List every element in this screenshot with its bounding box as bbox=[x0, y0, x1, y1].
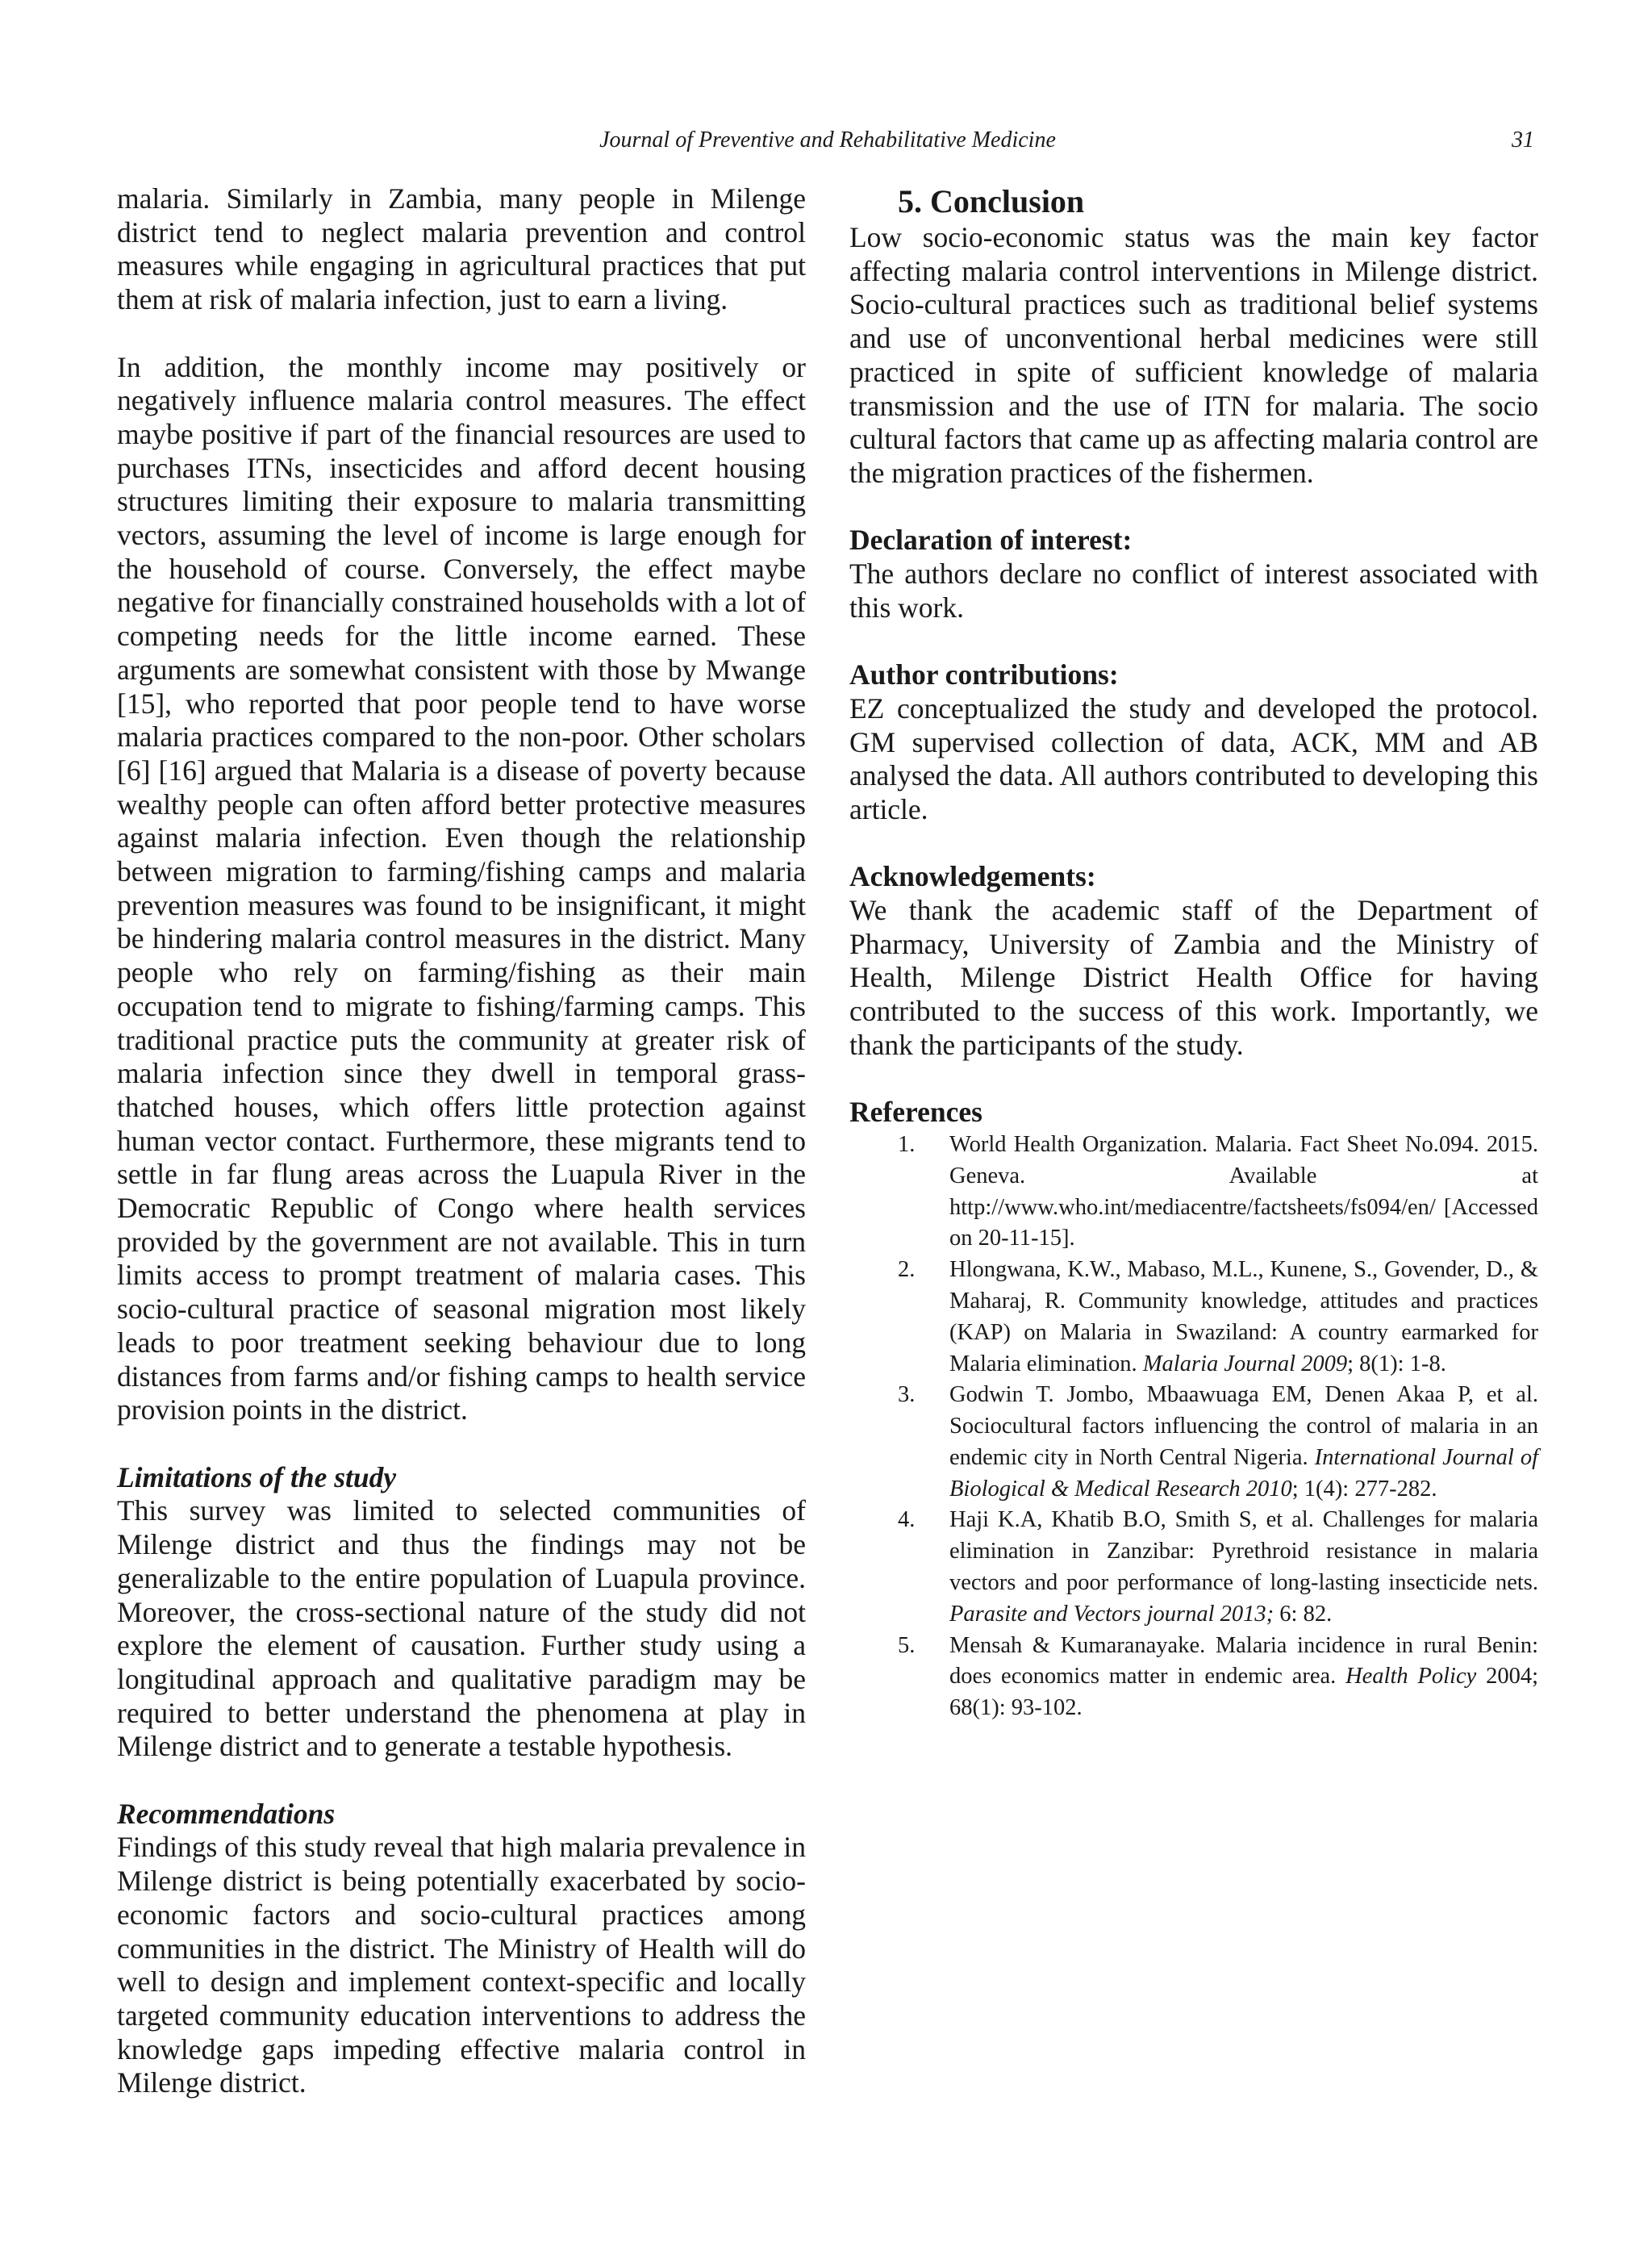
reference-text: Haji K.A, Khatib B.O, Smith S, et al. Challenges for malaria elimination in Zanzibar: Pyrethroid resistance in malaria vectors and poor performance of long-lasting insecticide nets. bbox=[949, 1507, 1538, 1596]
running-header bbox=[121, 127, 1534, 160]
reference-item bbox=[849, 1505, 1538, 1630]
reference-journal: Parasite and Vectors journal 2013; bbox=[949, 1601, 1274, 1627]
recommendations-text: Findings of this study reveal that high malaria prevalence in Milenge district is being potentially exacerbated by socio-economic factors and socio-cultural practices among communities in the district. The Ministry of Health will do well to design and implement context-specific and locally targeted community education interventions to address the knowledge gaps impeding effective malaria control in Milenge district. bbox=[117, 1831, 806, 2099]
reference-text: Hlongwana, K.W., Mabaso, M.L., Kunene, S., Govender, D., & Maharaj, R. Community knowledge, attitudes and practices (KAP) on Malaria in Swaziland: A country earmarked for Malaria elimination. bbox=[949, 1257, 1538, 1376]
continuation-paragraph: malaria. Similarly in Zambia, many people in Milenge district tend to neglect malaria prevention and control measures while engaging in agricultural practices that put them at risk of malaria infection, just to earn a living. bbox=[117, 182, 806, 316]
reference-number: 3. bbox=[898, 1382, 916, 1408]
conclusion-heading: 5. Conclusion bbox=[898, 183, 1085, 219]
declaration-heading: Declaration of interest: bbox=[849, 524, 1133, 557]
left-column bbox=[117, 182, 806, 2100]
reference-citation-tail: ; 8(1): 1-8. bbox=[1347, 1351, 1446, 1376]
reference-item bbox=[849, 1631, 1538, 1724]
reference-journal: Health Policy bbox=[1345, 1664, 1477, 1690]
contributions-heading: Author contributions: bbox=[849, 658, 1119, 691]
acknowledgements-text: We thank the academic staff of the Department of Pharmacy, University of Zambia and the Ministry of Health, Milenge District Health Office for having contributed to the success of this work. Importantly, we thank the participants of the study. bbox=[849, 894, 1538, 1061]
reference-journal: International Journal of Biological & Medical Research 2010 bbox=[949, 1444, 1538, 1502]
income-discussion-paragraph: In addition, the monthly income may positively or negatively influence malaria control measures. The effect maybe positive if part of the financial resources are used to purchases ITNs, insecticides and afford decent housing structures limiting their exposure to malaria transmitting vectors, assuming the level of income is large enough for the household of course. Conversely, the effect maybe negative for financially constrained households with a lot of competing needs for the little income earned. These arguments are somewhat consistent with those by Mwange [15], who reported that poor people tend to have worse malaria practices compared to the non-poor. Other scholars [6] [16] argued that Malaria is a disease of poverty because wealthy people can often afford better protective measures against malaria infection. Even though the relationship between migration to farming/fishing camps and malaria prevention measures was found to be insignificant, it might be hindering malaria control measures in the district. Many people who rely on farming/fishing as their main occupation tend to migrate to fishing/farming camps. This traditional practice puts the community at greater risk of malaria infection since they dwell in temporal grass-thatched houses, which offers little protection against human vector contact. Furthermore, these migrants tend to settle in far flung areas across the Luapula River in the Democratic Republic of Congo where health services provided by the government are not available. This in turn limits access to prompt treatment of malaria cases. This socio-cultural practice of seasonal migration most likely leads to poor treatment seeking behaviour due to long distances from farms and/or fishing camps to health service provision points in the district. bbox=[117, 350, 806, 1426]
page-number: 31 bbox=[1512, 127, 1534, 152]
acknowledgements-heading: Acknowledgements: bbox=[849, 860, 1096, 893]
declaration-text: The authors declare no conflict of interest associated with this work. bbox=[849, 558, 1538, 624]
reference-text: World Health Organization. Malaria. Fact Sheet No.094. 2015. Geneva. Available at http://www.who.int/mediacentre/factsheets/fs094/en/ [Accessed on 20-11-15]. bbox=[949, 1131, 1538, 1251]
reference-item bbox=[849, 1130, 1538, 1255]
conclusion-text: Low socio-economic status was the main key factor affecting malaria control interventions in Milenge district. Socio-cultural practices such as traditional belief systems and use of unconventional herbal medicines were still practiced in spite of sufficient knowledge of malaria transmission and the use of ITN for malaria. The socio cultural factors that came up as affecting malaria control are the migration practices of the fishermen. bbox=[849, 221, 1538, 489]
reference-citation-tail: 2004; 68(1): 93-102. bbox=[949, 1664, 1538, 1721]
references-list bbox=[849, 1130, 1538, 1724]
reference-number: 5. bbox=[898, 1632, 916, 1658]
right-column bbox=[849, 182, 1538, 1724]
reference-journal: Malaria Journal 2009 bbox=[1142, 1351, 1348, 1376]
reference-item bbox=[849, 1380, 1538, 1505]
contributions-text: EZ conceptualized the study and developed the protocol. GM supervised collection of data, ACK, MM and AB analysed the data. All authors contributed to developing this article. bbox=[849, 691, 1538, 825]
reference-citation-tail: 6: 82. bbox=[1274, 1601, 1333, 1627]
reference-number: 4. bbox=[898, 1507, 916, 1533]
reference-number: 1. bbox=[898, 1131, 916, 1157]
reference-citation-tail: ; 1(4): 277-282. bbox=[1291, 1476, 1437, 1502]
reference-text: Mensah & Kumaranayake. Malaria incidence in rural Benin: does economics matter in endemic area. bbox=[949, 1632, 1538, 1690]
reference-text: Godwin T. Jombo, Mbaawuaga EM, Denen Akaa P, et al. Sociocultural factors influencing the control of malaria in an endemic city in North Central Nigeria. bbox=[949, 1382, 1538, 1470]
recommendations-heading: Recommendations bbox=[117, 1797, 336, 1830]
reference-number: 2. bbox=[898, 1257, 916, 1283]
reference-item bbox=[849, 1255, 1538, 1380]
limitations-heading: Limitations of the study bbox=[117, 1460, 397, 1493]
journal-title: Journal of Preventive and Rehabilitative Medicine bbox=[599, 127, 1056, 152]
limitations-text: This survey was limited to selected communities of Milenge district and thus the findings may not be generalizable to the entire population of Luapula province. Moreover, the cross-sectional nature of the study did not explore the element of causation. Further study using a longitudinal approach and qualitative paradigm may be required to better understand the phenomena at play in Milenge district and to generate a testable hypothesis. bbox=[117, 1494, 806, 1763]
references-heading: References bbox=[849, 1096, 982, 1129]
